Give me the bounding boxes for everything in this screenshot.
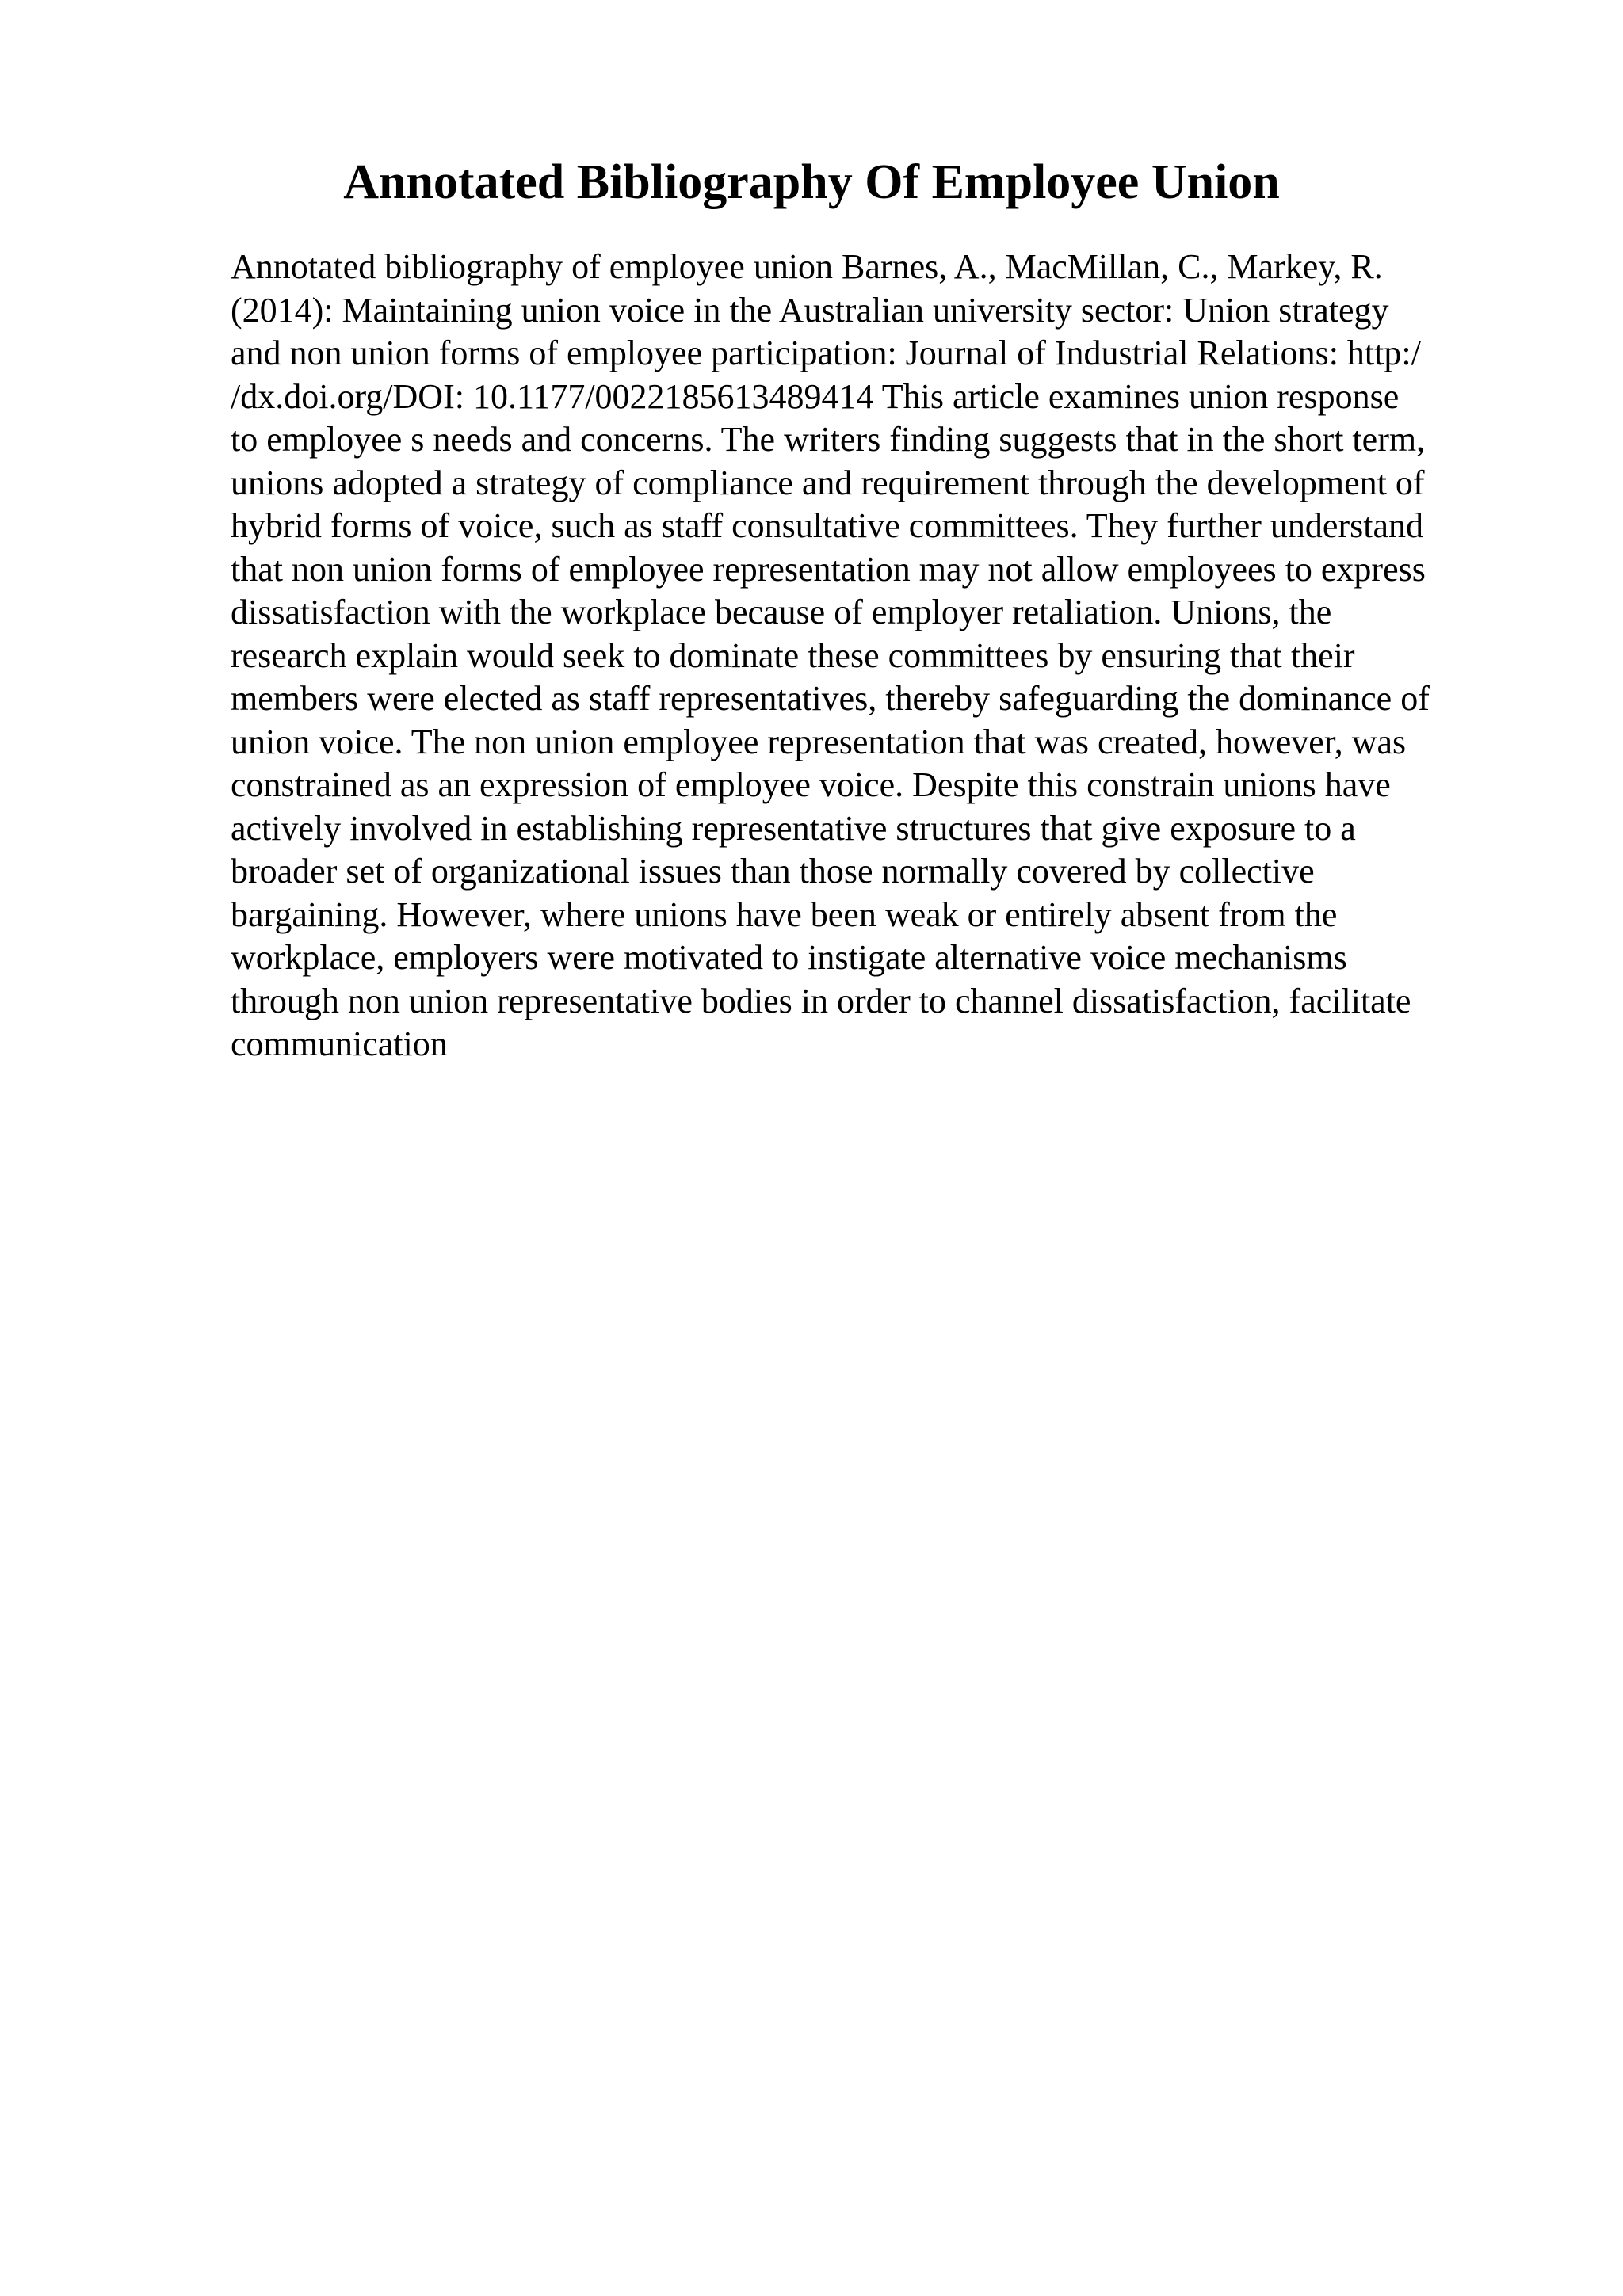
body-line: dissatisfaction with the workplace because of employer retaliation. Unions, the [231, 593, 1332, 631]
body-line: actively involved in establishing representative structures that give exposure to a [231, 808, 1356, 848]
body-line: communication [231, 1024, 448, 1063]
body-line: through non union representative bodies in order to channel dissatisfaction, facilitate [231, 981, 1411, 1020]
body-line: union voice. The non union employee representation that was created, however, was [231, 722, 1407, 761]
body-line: to employee s needs and concerns. The writers finding suggests that in the short term, [231, 420, 1426, 459]
body-line: Annotated bibliography of employee union Barnes, A., MacMillan, C., Markey, R. [231, 247, 1383, 286]
body-line: bargaining. However, where unions have been weak or entirely absent from the [231, 894, 1338, 934]
body-paragraph [231, 246, 1499, 1066]
document-title: Annotated Bibliography Of Employee Union [343, 155, 1280, 209]
body-line: unions adopted a strategy of compliance and requirement through the development of [231, 463, 1425, 502]
body-line: constrained as an expression of employee voice. Despite this constrain unions have [231, 765, 1391, 804]
body-line: (2014): Maintaining union voice in the Australian university sector: Union strategy [231, 290, 1389, 330]
body-line: broader set of organizational issues than those normally covered by collective [231, 852, 1315, 891]
body-line: and non union forms of employee participation: Journal of Industrial Relations: http:/ [231, 334, 1421, 372]
body-line: that non union forms of employee representation may not allow employees to express [231, 549, 1426, 589]
body-line: /dx.doi.org/DOI: 10.1177/0022185613489414 This article examines union response [231, 376, 1400, 416]
body-line: research explain would seek to dominate these committees by ensuring that their [231, 635, 1355, 675]
body-line: workplace, employers were motivated to instigate alternative voice mechanisms [231, 938, 1347, 977]
body-line: members were elected as staff representatives, thereby safeguarding the dominance of [231, 679, 1430, 718]
body-line: hybrid forms of voice, such as staff consultative committees. They further understand [231, 506, 1423, 545]
